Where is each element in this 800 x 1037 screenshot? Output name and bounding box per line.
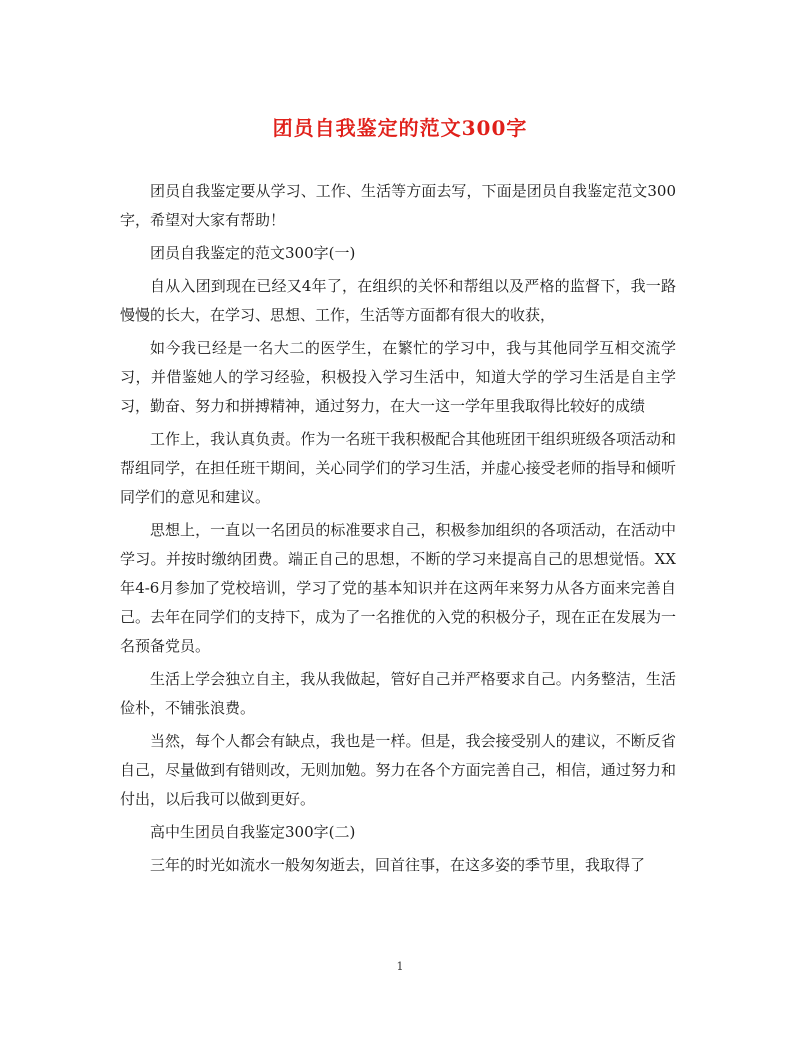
intro-paragraph: 团员自我鉴定要从学习、工作、生活等方面去写，下面是团员自我鉴定范文300字，希望对大家有帮助！ <box>120 182 676 229</box>
paragraph-three-years: 三年的时光如流水一般匆匆逝去，回首往事，在这多姿的季节里，我取得了 <box>150 856 646 874</box>
paragraph-thought: 思想上，一直以一名团员的标准要求自己，积极参加组织的各项活动，在活动中学习。并按时缴纳团费。端正自己的思想，不断的学习来提高自己的思想觉悟。XX年4-6月参加了党校培训，学习了党的基本知识并在这两年来努力从各方面来完善自己。去年在同学们的支持下，成为了一名推优的入党的积极分子，现在正在发展为一名预备党员。 <box>120 521 676 655</box>
document-title: 团员自我鉴定的范文300字 <box>272 116 528 140</box>
page-number: 1 <box>396 960 404 973</box>
document-body <box>120 177 676 884</box>
paragraph-shortcomings: 当然，每个人都会有缺点，我也是一样。但是，我会接受别人的建议，不断反省自己，尽量做到有错则改，无则加勉。努力在各个方面完善自己，相信，通过努力和付出，以后我可以做到更好。 <box>120 732 676 808</box>
paragraph-work: 工作上，我认真负责。作为一名班干我积极配合其他班团干组织班级各项活动和帮组同学，在担任班干期间，关心同学们的学习生活，并虚心接受老师的指导和倾听同学们的意见和建议。 <box>120 430 676 506</box>
paragraph-joining: 自从入团到现在已经又4年了，在组织的关怀和帮组以及严格的监督下，我一路慢慢的长大，在学习、思想、工作，生活等方面都有很大的收获， <box>120 277 676 324</box>
paragraph-life: 生活上学会独立自主，我从我做起，管好自己并严格要求自己。内务整洁，生活俭朴，不铺张浪费。 <box>120 670 676 717</box>
section-heading-one: 团员自我鉴定的范文300字(一) <box>150 244 356 262</box>
paragraph-study: 如今我已经是一名大二的医学生，在繁忙的学习中，我与其他同学互相交流学习，并借鉴她人的学习经验，积极投入学习生活中，知道大学的学习生活是自主学习，勤奋、努力和拼搏精神，通过努力，在大一这一学年里我取得比较好的成绩 <box>120 339 676 415</box>
section-heading-two: 高中生团员自我鉴定300字(二) <box>150 823 356 841</box>
